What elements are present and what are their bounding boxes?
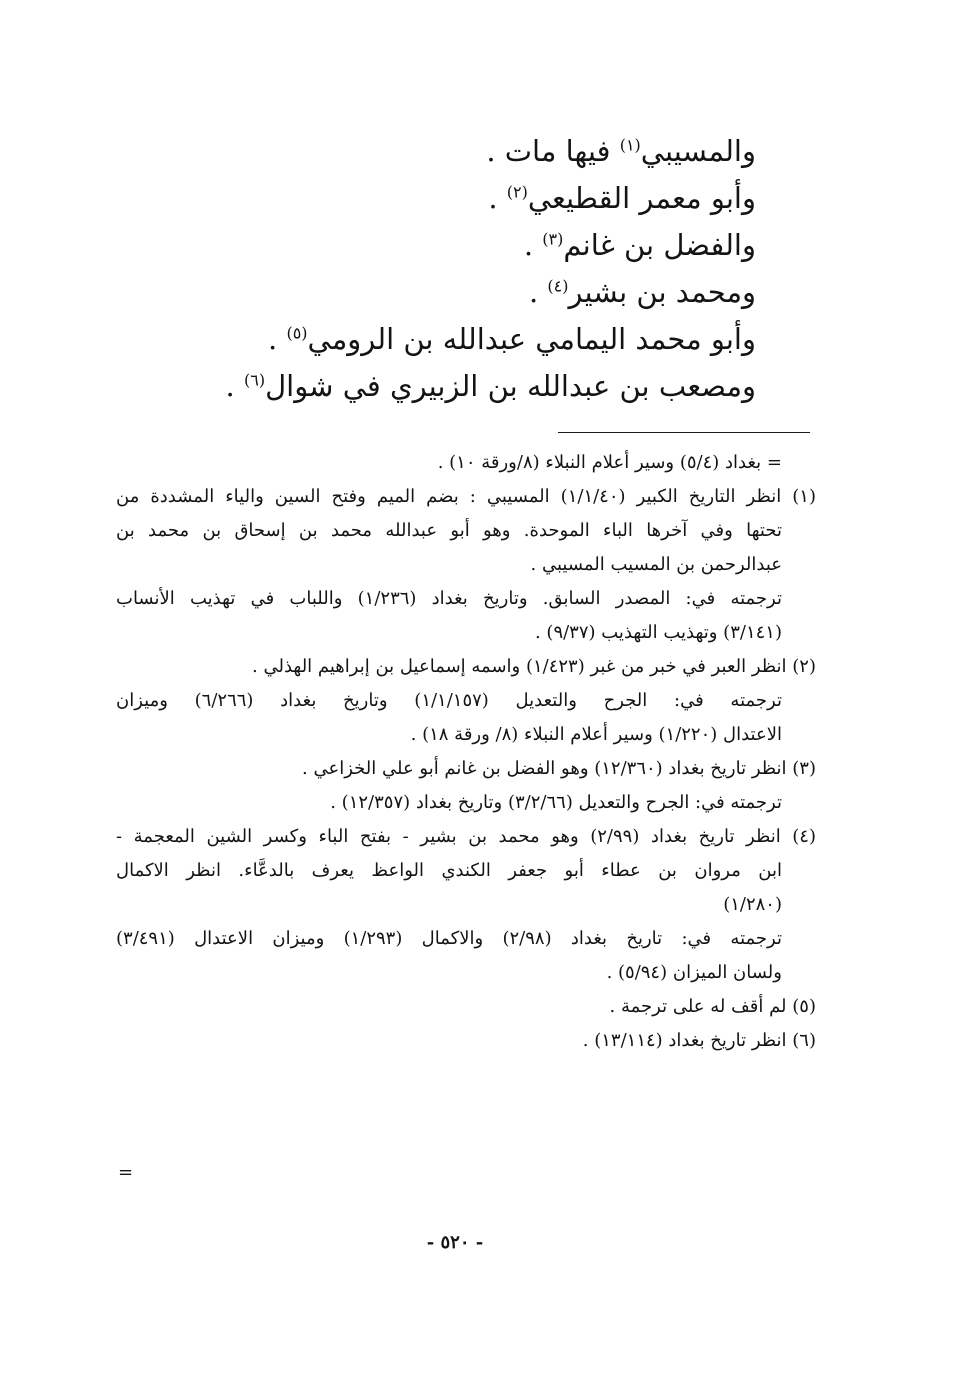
main-line: والمسيبي$^{(١)}$ فيها مات . bbox=[486, 134, 756, 168]
footnote-line: عبدالرحمن بن المسيب المسيبي . bbox=[530, 554, 782, 575]
footnotes bbox=[116, 446, 816, 1058]
footnote-line: (١/٢٨٠) bbox=[723, 894, 782, 915]
footnote-line: = بغداد (٥/٤) وسير أعلام النبلاء (٨/ورقة ١٠) . bbox=[437, 452, 782, 473]
footnote-line: (٤) انظر تاريخ بغداد (٢/٩٩) وهو محمد بن بشير - بفتح الباء وكسر الشين المعجمة - bbox=[116, 826, 816, 847]
footnote-line: (٣) انظر تاريخ بغداد (١٢/٣٦٠) وهو الفضل بن غانم أبو علي الخزاعي . bbox=[302, 758, 816, 779]
footnote-ref[interactable]: (٦) bbox=[243, 370, 266, 390]
footnote-ref[interactable]: (١) bbox=[619, 135, 641, 155]
footnote-line: ترجمته في: تاريخ بغداد (٢/٩٨) والاكمال (١/٢٩٣) وميزان الاعتدال (٣/٤٩١) bbox=[116, 928, 782, 949]
page-number: - ٥٢٠ - bbox=[426, 1232, 484, 1253]
main-line: ومحمد بن بشير$^{(٤)}$ . bbox=[528, 275, 756, 309]
footnote-line: (١) انظر التاريخ الكبير (١/١/٤٠) المسيبي : بضم الميم وفتح السين والياء المشددة من bbox=[116, 486, 816, 507]
footnote-line: ترجمته في: الجرح والتعديل (٣/٢/٦٦) وتاريخ بغداد (١٢/٣٥٧) . bbox=[330, 792, 782, 813]
footnote-line: (٦) انظر تاريخ بغداد (١٣/١١٤) . bbox=[582, 1030, 816, 1051]
footnote-line: (٥) لم أقف له على ترجمة . bbox=[609, 996, 816, 1017]
footnote-separator bbox=[558, 432, 810, 433]
main-line: ومصعب بن عبدالله بن الزبيري في شوال$^{(٦)}$ . bbox=[225, 369, 756, 403]
footnote-line: تحتها وفي آخرها الباء الموحدة. وهو أبو عبدالله محمد بن إسحاق بن محمد بن bbox=[116, 520, 782, 541]
footnote-ref[interactable]: (٢) bbox=[506, 182, 528, 202]
main-text bbox=[225, 128, 756, 410]
footnote-line: ابن مروان بن عطاء أبو جعفر الكندي الواعظ يعرف بالدعَّاء. انظر الاكمال bbox=[116, 860, 782, 881]
main-line: والفضل بن غانم$^{(٣)}$ . bbox=[523, 228, 756, 262]
footnote-line: (٣/١٤١) وتهذيب التهذيب (٩/٣٧) . bbox=[534, 622, 782, 643]
main-line: وأبو محمد اليمامي عبدالله بن الرومي$^{(٥)}$ . bbox=[268, 322, 756, 356]
footnote-ref[interactable]: (٣) bbox=[542, 229, 564, 249]
main-line: وأبو معمر القطيعي$^{(٢)}$ . bbox=[488, 181, 756, 215]
footnote-line: ترجمته في: الجرح والتعديل (١/١/١٥٧) وتاريخ بغداد (٦/٢٦٦) وميزان bbox=[116, 690, 782, 711]
footnote-ref[interactable]: (٤) bbox=[547, 276, 569, 296]
continuation-mark: = bbox=[118, 1162, 134, 1183]
footnote-line: ولسان الميزان (٥/٩٤) . bbox=[606, 962, 782, 983]
footnote-line: الاعتدال (١/٢٢٠) وسير أعلام النبلاء (٨/ ورقة ١٨) . bbox=[410, 724, 782, 745]
footnote-ref[interactable]: (٥) bbox=[286, 323, 308, 343]
footnote-line: ترجمته في: المصدر السابق. وتاريخ بغداد (١/٢٣٦) واللباب في تهذيب الأنساب bbox=[116, 588, 782, 609]
footnote-line: (٢) انظر العبر في خبر من غبر (١/٤٢٣) واسمه إسماعيل بن إبراهيم الهذلي . bbox=[252, 656, 816, 677]
